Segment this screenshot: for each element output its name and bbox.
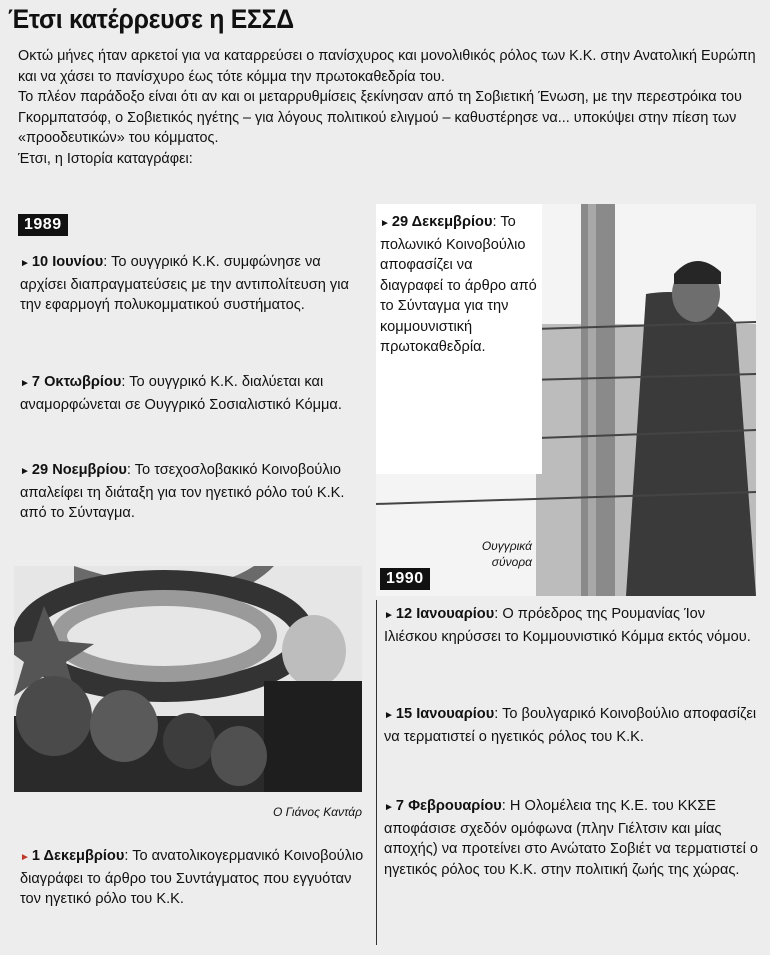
photo-officials-illustration	[14, 566, 362, 792]
timeline-event: ► 29 Νοεμβρίου: Το τσεχοσλοβακικό Κοινοβούλιο απαλείφει τη διάταξη για τον ηγετικό ρόλο τού Κ.Κ. από το Σύνταγμα.	[20, 462, 345, 521]
intro-paragraph: Το πλέον παράδοξο είναι ότι αν και οι μεταρρυθμίσεις ξεκίνησαν από τη Σοβιετική Ένωση, με την περεστρόικα του Γκορμπατσόφ, ο Σοβιετικός ηγέτης – για λόγους πολιτικού ελιγμού – καθυστέρησε να... υποκύψει στην πίεση των «προοδευτικών» του κόμματος.	[18, 89, 742, 146]
arrow-marker-icon: ►	[384, 802, 394, 813]
year-badge-1989: 1989	[18, 214, 68, 236]
arrow-marker-icon: ►	[20, 378, 30, 389]
timeline-event: ► 12 Ιανουαρίου: Ο πρόεδρος της Ρουμανίας Ίον Ιλιέσκου κηρύσσει το Κομμουνιστικό Κόμμα εκτός νόμου.	[384, 606, 751, 645]
photo-caption-border	[440, 538, 532, 570]
intro-paragraph: Οκτώ μήνες ήταν αρκετοί για να καταρρεύσει ο πανίσχυρος και μονολιθικός ρόλος των Κ.Κ. στην Ανατολική Ευρώπη και να χάσει το πανίσχυρο έως τότε κόμμα την πρωτοκαθεδρία του.	[18, 48, 756, 85]
arrow-marker-icon: ►	[384, 710, 394, 721]
intro-text	[18, 46, 762, 169]
timeline-event: ► 7 Οκτωβρίου: Το ουγγρικό Κ.Κ. διαλύεται και αναμορφώνεται σε Ουγγρικό Σοσιαλιστικό Κόμμα.	[20, 374, 342, 413]
caption-line: σύνορα	[491, 555, 532, 569]
timeline-event: ► 10 Ιουνίου: Το ουγγρικό Κ.Κ. συμφώνησε να αρχίσει διαπραγματεύσεις με την αντιπολίτευση για την εφαρμογή πολυκομματικού συστήματος.	[20, 254, 349, 313]
timeline-event: ► 29 Δεκεμβρίου: Το πολωνικό Κοινοβούλιο αποφασίζει να διαγραφεί το άρθρο από το Σύνταγμα για την κομμουνιστική πρωτοκαθεδρία.	[380, 214, 537, 355]
arrow-marker-icon: ►	[380, 218, 390, 229]
arrow-marker-icon: ►	[20, 466, 30, 477]
photo-caption-kadar: Ο Γιάνος Καντάρ	[272, 805, 362, 819]
column-divider	[376, 600, 377, 945]
intro-paragraph: Έτσι, η Ιστορία καταγράφει:	[18, 150, 193, 167]
timeline-event: ► 15 Ιανουαρίου: Το βουλγαρικό Κοινοβούλιο αποφασίζει να τερματιστεί ο ηγετικός ρόλος του Κ.Κ.	[384, 706, 757, 745]
arrow-marker-icon: ►	[384, 610, 394, 621]
caption-line: Ουγγρικά	[481, 539, 532, 553]
year-badge-1990: 1990	[380, 568, 430, 590]
arrow-marker-icon: ►	[20, 852, 30, 863]
timeline-event: ► 7 Φεβρουαρίου: Η Ολομέλεια της Κ.Ε. του ΚΚΣΕ αποφάσισε σχεδόν ομόφωνα (πλην Γιέλτσιν και μίας αποχής) να προτείνει στο Ανώτατο Σοβιέτ να τερματιστεί ο ηγετικός ρόλος του Κ.Κ. στην πολιτική ζωής της χώρας.	[384, 798, 759, 878]
page-title: Έτσι κατέρρευσε η ΕΣΣΔ	[8, 4, 294, 34]
timeline-event: ► 1 Δεκεμβρίου: Το ανατολικογερμανικό Κοινοβούλιο διαγράφει το άρθρο του Συντάγματος που εγγυόταν τον ηγετικό ρόλο του Κ.Κ.	[20, 848, 364, 907]
arrow-marker-icon: ►	[20, 258, 30, 269]
photo-officials	[14, 566, 362, 792]
